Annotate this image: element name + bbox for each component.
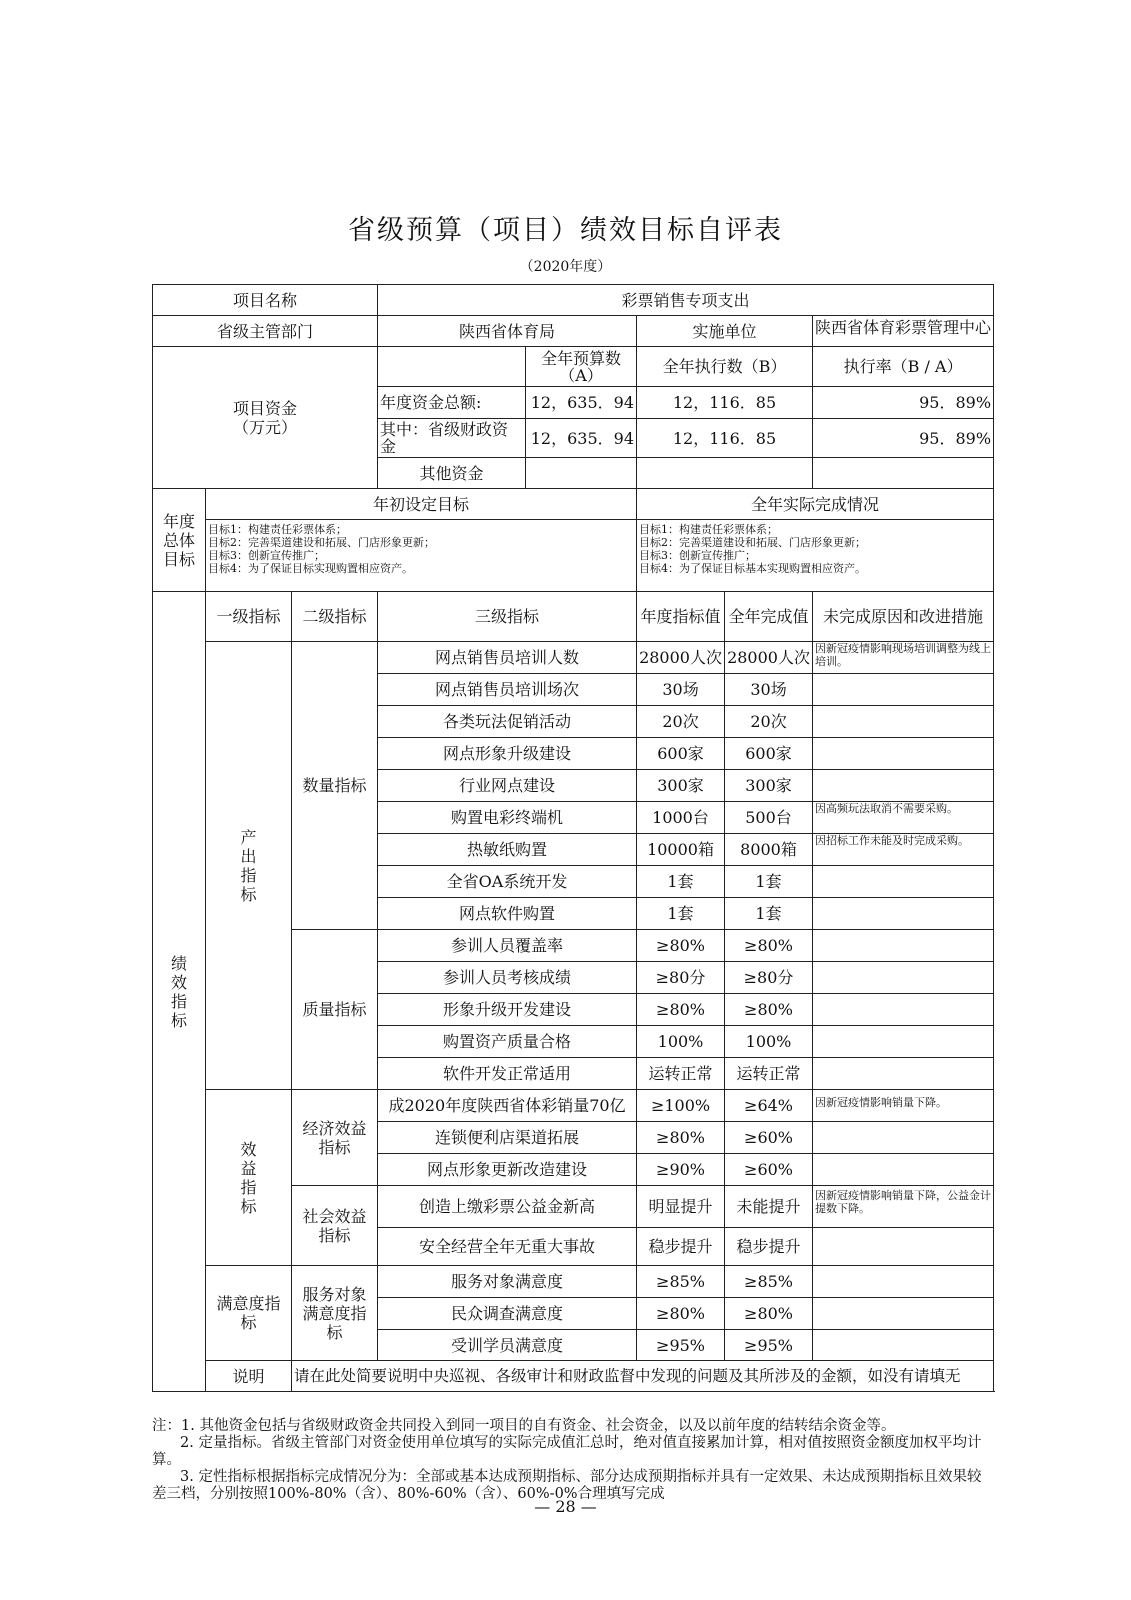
initial-goals-text: 目标1：构建责任彩票体系； 目标2：完善渠道建设和拓展、门店形象更新； 目标3：创新宣传推广； 目标4：为了保证目标实现购置相应资产。 xyxy=(206,520,637,592)
table-row: 形象升级开发建设 ≥80% ≥80% xyxy=(153,994,994,1026)
target-header: 年度指标值 xyxy=(637,592,725,642)
col-exec-header: 全年执行数（B） xyxy=(637,347,813,387)
table-row: 购置电彩终端机 1000台 500台 因高频玩法取消不需要采购。 xyxy=(153,802,994,834)
quantity-indicator-label: 数量指标 xyxy=(292,642,378,930)
reason-header: 未完成原因和改进措施 xyxy=(813,592,994,642)
page-number: — 28 — xyxy=(534,1497,597,1516)
satisfaction-indicator-label: 满意度指 标 xyxy=(206,1266,292,1361)
funds-row: 年度资金总额: 12，635．94 12，116．85 95．89% xyxy=(153,387,994,419)
evaluation-table xyxy=(152,284,994,1392)
actual-header: 全年完成值 xyxy=(725,592,813,642)
table-row: 全省OA系统开发 1套 1套 xyxy=(153,866,994,898)
actual-goals-header: 全年实际完成情况 xyxy=(637,489,994,520)
table-row: 连锁便利店渠道拓展 ≥80% ≥60% xyxy=(153,1122,994,1154)
funds-label: 项目资金 （万元） xyxy=(153,347,378,489)
table-row: 质量指标 参训人员覆盖率 ≥80% ≥80% xyxy=(153,930,994,962)
actual-goals-text: 目标1：构建责任彩票体系； 目标2：完善渠道建设和拓展、门店形象更新； 目标3：创新宣传推广； 目标4：为了保证目标基本实现购置相应资产。 xyxy=(637,520,994,592)
goals-label: 年度 总体 目标 xyxy=(153,489,206,592)
economic-indicator-label: 经济效益 指标 xyxy=(292,1090,378,1186)
explain-text: 请在此处简要说明中央巡视、各级审计和财政监督中发现的问题及其所涉及的金额，如没有请填无 xyxy=(292,1361,994,1392)
social-indicator-label: 社会效益 指标 xyxy=(292,1186,378,1266)
indicators-section-label: 绩 效 指 标 xyxy=(153,592,206,1392)
unit-value: 陕西省体育彩票管理中心 xyxy=(813,316,994,347)
table-row: 受训学员满意度 ≥95% ≥95% xyxy=(153,1330,994,1361)
initial-goals-header: 年初设定目标 xyxy=(206,489,637,520)
table-row: 网点销售员培训场次 30场 30场 xyxy=(153,674,994,706)
table-row: 网点形象升级建设 600家 600家 xyxy=(153,738,994,770)
table-row: 民众调查满意度 ≥80% ≥80% xyxy=(153,1298,994,1330)
footnote-1: 注：1. 其他资金包括与省级财政资金共同投入到同一项目的自有资金、社会资金，以及以前年度的结转结余资金等。 xyxy=(152,1418,896,1434)
level3-header: 三级指标 xyxy=(378,592,637,642)
page-subtitle: （2020年度） xyxy=(519,259,612,275)
dept-label: 省级主管部门 xyxy=(153,316,378,347)
table-row: 网点形象更新改造建设 ≥90% ≥60% xyxy=(153,1154,994,1186)
funds-row: 其他资金 xyxy=(153,458,994,489)
level2-header: 二级指标 xyxy=(292,592,378,642)
output-indicator-label: 产 出 指 标 xyxy=(206,642,292,1090)
quality-indicator-label: 质量指标 xyxy=(292,930,378,1090)
project-name-label: 项目名称 xyxy=(153,285,378,316)
project-name-value: 彩票销售专项支出 xyxy=(378,285,994,316)
table-row: 参训人员考核成绩 ≥80分 ≥80分 xyxy=(153,962,994,994)
benefit-indicator-label: 效 益 指 标 xyxy=(206,1090,292,1266)
footnote-2: 2. 定量指标。省级主管部门对资金使用单位填写的实际完成值汇总时，绝对值直接累加计算，相对值按照资金额度加权平均计算。 xyxy=(152,1435,982,1468)
table-row: 购置资产质量合格 100% 100% xyxy=(153,1026,994,1058)
footnotes xyxy=(152,1418,992,1503)
funds-row: 其中：省级财政资金 12，635．94 12，116．85 95．89% xyxy=(153,419,994,458)
col-budget-header: 全年预算数（A） xyxy=(526,347,637,387)
table-row: 行业网点建设 300家 300家 xyxy=(153,770,994,802)
dept-value: 陕西省体育局 xyxy=(378,316,637,347)
table-row: 效 益 指 标 经济效益 指标 成2020年度陕西省体彩销量70亿 ≥100% ≥64% 因新冠疫情影响销量下降。 xyxy=(153,1090,994,1122)
level1-header: 一级指标 xyxy=(206,592,292,642)
table-row: 产 出 指 标 数量指标 网点销售员培训人数 28000人次 28000人次 因新冠疫情影响现场培训调整为线上培训。 xyxy=(153,642,994,674)
table-row: 社会效益 指标 创造上缴彩票公益金新高 明显提升 未能提升 因新冠疫情影响销量下降，公益金计提数下降。 xyxy=(153,1186,994,1228)
service-satisfaction-label: 服务对象 满意度指 标 xyxy=(292,1266,378,1361)
col-rate-header: 执行率（B / A） xyxy=(813,347,994,387)
table-row: 网点软件购置 1套 1套 xyxy=(153,898,994,930)
unit-label: 实施单位 xyxy=(637,316,813,347)
table-row: 热敏纸购置 10000箱 8000箱 因招标工作未能及时完成采购。 xyxy=(153,834,994,866)
footnote-3: 3. 定性指标根据指标完成情况分为：全部或基本达成预期指标、部分达成预期指标并具有一定效果、未达成预期指标且效果较差三档，分别按照100%-80%（含）、80%-60%（含）、60%-0%合理填写完成 xyxy=(152,1469,982,1502)
table-row: 各类玩法促销活动 20次 20次 xyxy=(153,706,994,738)
page-title: 省级预算（项目）绩效目标自评表 xyxy=(348,215,783,246)
table-row: 软件开发正常适用 运转正常 运转正常 xyxy=(153,1058,994,1090)
table-row: 满意度指 标 服务对象 满意度指 标 服务对象满意度 ≥85% ≥85% xyxy=(153,1266,994,1298)
table-row: 安全经营全年无重大事故 稳步提升 稳步提升 xyxy=(153,1228,994,1266)
explain-label: 说明 xyxy=(206,1361,292,1392)
